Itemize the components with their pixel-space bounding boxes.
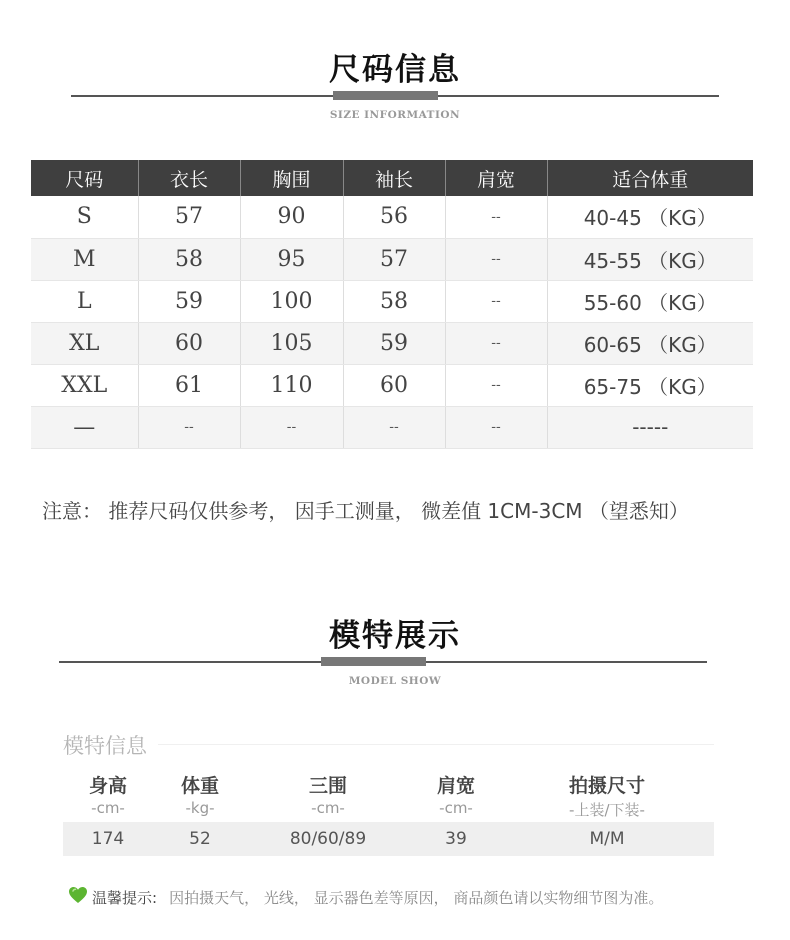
model-section-subtitle: MODEL SHOW — [348, 675, 442, 687]
cell-length: 61 — [138, 364, 240, 406]
model-height-unit: -cm- — [91, 799, 125, 817]
model-measurements-value: 80/60/89 — [289, 829, 367, 849]
table-row — [31, 238, 753, 280]
header-shoulder: 肩宽 — [445, 160, 547, 196]
cell-sleeve: 59 — [343, 322, 445, 364]
cell-shoulder: -- — [445, 196, 547, 238]
model-height-value: 174 — [91, 829, 125, 849]
model-shoot-size-label: 拍摄尺寸 — [568, 775, 646, 797]
model-card-title: 模特信息 — [63, 734, 147, 758]
cell-length: 60 — [138, 322, 240, 364]
model-card-divider — [158, 744, 714, 745]
model-section-title: 模特展示 — [329, 618, 461, 654]
model-height-label: 身高 — [88, 775, 128, 797]
cell-weight: 40-45 （KG） — [547, 196, 753, 238]
header-sleeve: 袖长 — [343, 160, 445, 196]
cell-sleeve: 57 — [343, 238, 445, 280]
cell-chest: 90 — [240, 196, 343, 238]
cell-chest: 95 — [240, 238, 343, 280]
model-shoulder-value: 39 — [445, 829, 467, 849]
cell-shoulder: -- — [445, 280, 547, 322]
tip-text: 因拍摄天气， 光线， 显示器色差等原因， 商品颜色请以实物细节图为准。 — [169, 888, 664, 907]
tip-label: 温馨提示: — [92, 888, 158, 907]
model-weight-label: 体重 — [180, 775, 220, 797]
cell-length: 58 — [138, 238, 240, 280]
cell-shoulder: -- — [445, 238, 547, 280]
cell-chest: 105 — [240, 322, 343, 364]
warm-tip — [68, 886, 663, 908]
cell-sleeve: 58 — [343, 280, 445, 322]
size-section-title: 尺码信息 — [329, 52, 461, 88]
table-row — [31, 322, 753, 364]
cell-sleeve: 56 — [343, 196, 445, 238]
cell-size: S — [31, 196, 138, 238]
model-shoot-size-unit: -上装/下装- — [569, 801, 645, 819]
size-section-subtitle: SIZE INFORMATION — [329, 109, 461, 121]
header-chest: 胸围 — [240, 160, 343, 196]
size-title-divider-accent — [333, 91, 438, 100]
cell-weight: 45-55 （KG） — [547, 238, 753, 280]
table-row — [31, 406, 753, 448]
model-measurements-unit: -cm- — [311, 799, 345, 817]
model-shoulder-unit: -cm- — [439, 799, 473, 817]
model-measurements-label: 三围 — [308, 775, 348, 797]
cell-sleeve: 60 — [343, 364, 445, 406]
table-row — [31, 280, 753, 322]
cell-shoulder: -- — [445, 406, 547, 448]
cell-sleeve: -- — [343, 406, 445, 448]
heart-icon — [68, 886, 88, 908]
table-row — [31, 196, 753, 238]
cell-size: XXL — [31, 364, 138, 406]
cell-chest: -- — [240, 406, 343, 448]
model-weight-unit: -kg- — [185, 799, 215, 817]
cell-length: -- — [138, 406, 240, 448]
model-info-card — [63, 727, 714, 859]
cell-size: M — [31, 238, 138, 280]
size-table-header-row — [31, 160, 753, 196]
cell-weight: 65-75 （KG） — [547, 364, 753, 406]
model-title-divider-accent — [321, 657, 426, 666]
cell-shoulder: -- — [445, 364, 547, 406]
cell-weight: ----- — [547, 406, 753, 448]
table-row — [31, 364, 753, 406]
cell-length: 57 — [138, 196, 240, 238]
cell-chest: 100 — [240, 280, 343, 322]
header-weight: 适合体重 — [547, 160, 753, 196]
header-length: 衣长 — [138, 160, 240, 196]
model-weight-value: 52 — [189, 829, 211, 849]
model-shoulder-label: 肩宽 — [436, 775, 476, 797]
cell-weight: 55-60 （KG） — [547, 280, 753, 322]
cell-weight: 60-65 （KG） — [547, 322, 753, 364]
size-table — [31, 160, 753, 449]
cell-shoulder: -- — [445, 322, 547, 364]
cell-size: L — [31, 280, 138, 322]
cell-size: — — [31, 406, 138, 448]
cell-length: 59 — [138, 280, 240, 322]
model-shoot-size-value: M/M — [589, 829, 625, 849]
cell-size: XL — [31, 322, 138, 364]
header-size: 尺码 — [31, 160, 138, 196]
size-notice: 注意： 推荐尺码仅供参考， 因手工测量， 微差值 1CM-3CM （望悉知） — [42, 499, 689, 523]
cell-chest: 110 — [240, 364, 343, 406]
